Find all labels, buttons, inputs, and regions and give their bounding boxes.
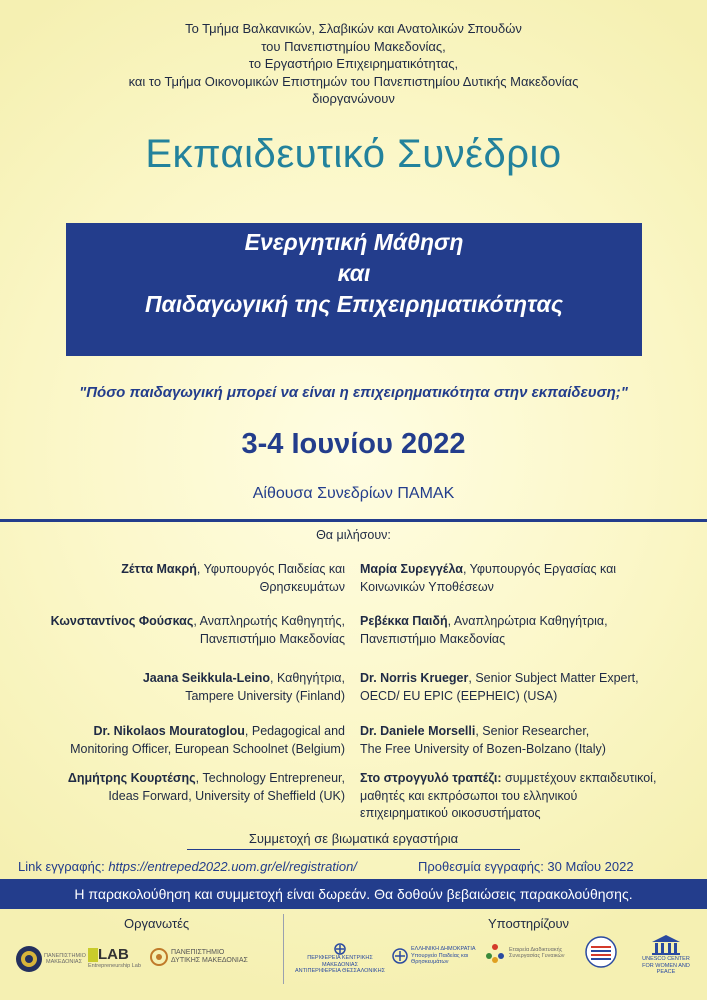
supporters-label: Υποστηρίζουν — [488, 916, 570, 931]
speakers-label: Θα μιλήσουν: — [316, 528, 391, 542]
speaker-affiliation: Πανεπιστήμιο Μακεδονίας — [199, 631, 345, 646]
venue: Αίθουσα Συνεδρίων ΠΑΜΑΚ — [252, 485, 455, 502]
elab-e-icon — [88, 948, 98, 962]
uowm-line: ΠΑΝΕΠΙΣΤΗΜΙΟ — [171, 949, 225, 956]
elab-logo-name: LAB — [98, 946, 129, 963]
topic-line: Ενεργητική Μάθηση — [244, 229, 464, 255]
elab-logo — [88, 946, 141, 970]
speaker-affiliation: Κοινωνικών Υποθέσεων — [360, 579, 494, 594]
ministry-line: Υπουργείο Παιδείας και Θρησκευμάτων — [411, 952, 469, 965]
speaker-affiliation: Tampere University (Finland) — [185, 688, 345, 703]
women-network-text — [509, 947, 569, 960]
speaker-affiliation: Ideas Forward, University of Sheffield (UK) — [108, 788, 345, 803]
speaker-left — [0, 670, 345, 705]
speaker-role: , Αναπληρωτής Καθηγητής, — [193, 614, 345, 628]
speaker-affiliation: OECD/ EU EPIC (EEPHEIC) (USA) — [360, 688, 558, 703]
workshops-note: Συμμετοχή σε βιωματικά εργαστήρια — [248, 831, 459, 846]
ministry-line: ΕΛΛΗΝΙΚΗ ΔΗΜΟΚΡΑΤΙΑ — [411, 946, 476, 952]
workshops-underline — [187, 849, 520, 850]
speaker-right-roundtable — [360, 770, 705, 823]
region-line: ΑΝΤΙΠΕΡΙΦΕΡΕΙΑ ΘΕΣΣΑΛΟΝΙΚΗΣ — [295, 968, 385, 974]
speaker-name: Στο στρογγυλό τραπέζι: — [360, 771, 502, 785]
intro-line: διοργανώνουν — [312, 91, 395, 106]
speaker-right — [360, 613, 705, 648]
speaker-left — [0, 770, 345, 805]
topic-line: και — [337, 260, 371, 286]
intro-line: το Εργαστήριο Επιχειρηματικότητας, — [248, 56, 459, 71]
registration-link[interactable] — [18, 859, 357, 874]
speaker-left — [0, 613, 345, 648]
flags-circle-icon — [584, 935, 618, 969]
registration-link-label: Link εγγραφής: — [18, 859, 105, 874]
speaker-name: Jaana Seikkula-Leino — [142, 671, 270, 685]
organizers-label: Οργανωτές — [124, 916, 190, 931]
speaker-affiliation: μαθητές και εκπρόσωποι του ελληνικού — [360, 788, 578, 803]
speaker-left — [0, 723, 345, 758]
topic-box — [66, 223, 642, 356]
women-network-line: Συνεργασίας Γυναικών — [509, 953, 565, 959]
uom-emblem-icon — [14, 944, 44, 974]
divider — [0, 519, 707, 522]
speaker-role: συμμετέχουν εκπαιδευτικοί, — [501, 771, 657, 785]
speaker-left — [0, 561, 345, 596]
speaker-affiliation: Monitoring Officer, European Schoolnet (Belgium) — [70, 741, 345, 756]
speaker-role: , Senior Subject Matter Expert, — [468, 671, 639, 685]
region-line: ΠΕΡΙΦΕΡΕΙΑ ΚΕΝΤΡΙΚΗΣ ΜΑΚΕΔΟΝΙΑΣ — [307, 955, 373, 968]
region-logo-text — [294, 955, 386, 975]
uowm-line: ΔΥΤΙΚΗΣ ΜΑΚΕΔΟΝΙΑΣ — [171, 957, 248, 964]
speaker-right — [360, 723, 705, 758]
speaker-role: , Senior Researcher, — [475, 724, 590, 738]
ministry-emblem-icon — [392, 948, 408, 964]
unesco-logo-text — [636, 956, 696, 976]
uom-logo — [14, 944, 84, 974]
free-attendance-banner: Η παρακολούθηση και συμμετοχή είναι δωρεάν. Θα δοθούν βεβαιώσεις παρακολούθησης. — [0, 879, 707, 909]
speaker-name: Dr. Daniele Morselli — [360, 724, 476, 738]
unesco-line: UNESCO CENTER — [642, 956, 690, 962]
speaker-role: , Pedagogical and — [244, 724, 345, 738]
registration-url[interactable]: https://entreped2022.uom.gr/el/registration/ — [108, 859, 357, 874]
uowm-emblem-icon — [150, 948, 168, 966]
elab-logo-subtitle: Entrepreneurship Lab — [88, 963, 141, 969]
uom-logo-text: ΠΑΝΕΠΙΣΤΗΜΙΟ ΜΑΚΕΔΟΝΙΑΣ — [44, 952, 86, 965]
unesco-logo — [636, 934, 696, 976]
speaker-right — [360, 561, 705, 596]
unesco-line: FOR WOMEN AND PEACE — [642, 962, 690, 975]
speaker-name: Dr. Nikolaos Mouratoglou — [93, 724, 245, 738]
uowm-logo — [150, 948, 248, 966]
event-dates: 3-4 Ιουνίου 2022 — [241, 428, 466, 460]
speaker-name: Ρεβέκκα Παιδή — [360, 614, 448, 628]
flags-emblem — [584, 935, 618, 969]
topic-line: Παιδαγωγική της Επιχειρηματικότητας — [145, 291, 563, 317]
speaker-role: , Technology Entrepreneur, — [195, 771, 345, 785]
question-subtitle: "Πόσο παιδαγωγική μπορεί να είναι η επιχειρηματικότητα στην εκπαίδευση;" — [79, 384, 628, 401]
main-title: Εκπαιδευτικό Συνέδριο — [145, 132, 562, 176]
speaker-name: Κωνσταντίνος Φούσκας — [50, 614, 194, 628]
speaker-affiliation: επιχειρηματικού οικοσυστήματος — [360, 806, 541, 820]
intro-line: και το Τμήμα Οικονομικών Επιστημών του Πανεπιστημίου Δυτικής Μακεδονίας — [128, 73, 579, 89]
speaker-affiliation: Θρησκευμάτων — [259, 579, 345, 594]
speaker-name: Μαρία Συρεγγέλα — [360, 562, 463, 576]
region-logo — [294, 943, 386, 975]
women-network-logo — [484, 942, 569, 964]
intro-line: Το Τμήμα Βαλκανικών, Σλαβικών και Ανατολικών Σπουδών — [185, 21, 522, 36]
women-network-line: Εταιρεία Διαδικτυακής — [509, 946, 563, 953]
women-network-icon — [484, 942, 506, 964]
speaker-role: , Καθηγήτρια, — [270, 671, 345, 685]
speaker-affiliation: Πανεπιστήμιο Μακεδονίας — [360, 631, 506, 646]
unesco-temple-icon — [651, 934, 681, 956]
intro-line: του Πανεπιστημίου Μακεδονίας, — [261, 38, 446, 54]
speaker-name: Ζέττα Μακρή — [121, 562, 197, 576]
ministry-logo — [392, 946, 483, 966]
registration-deadline: Προθεσμία εγγραφής: 30 Μαΐου 2022 — [418, 859, 634, 874]
speaker-role: , Υφυπουργός Παιδείας και — [196, 562, 345, 576]
speaker-right — [360, 670, 705, 705]
organizers-intro — [0, 20, 707, 108]
speaker-name: Dr. Norris Krueger — [360, 671, 469, 685]
speaker-role: , Υφυπουργός Εργασίας και — [462, 562, 617, 576]
ministry-logo-text — [411, 946, 483, 966]
speaker-name: Δημήτρης Κουρτέσης — [67, 771, 196, 785]
footer-separator — [283, 914, 284, 984]
greek-emblem-icon — [334, 943, 346, 955]
uowm-logo-text — [171, 949, 248, 965]
speaker-affiliation: The Free University of Bozen-Bolzano (Italy) — [360, 741, 606, 756]
speaker-role: , Αναπληρώτρια Καθηγήτρια, — [447, 614, 608, 628]
